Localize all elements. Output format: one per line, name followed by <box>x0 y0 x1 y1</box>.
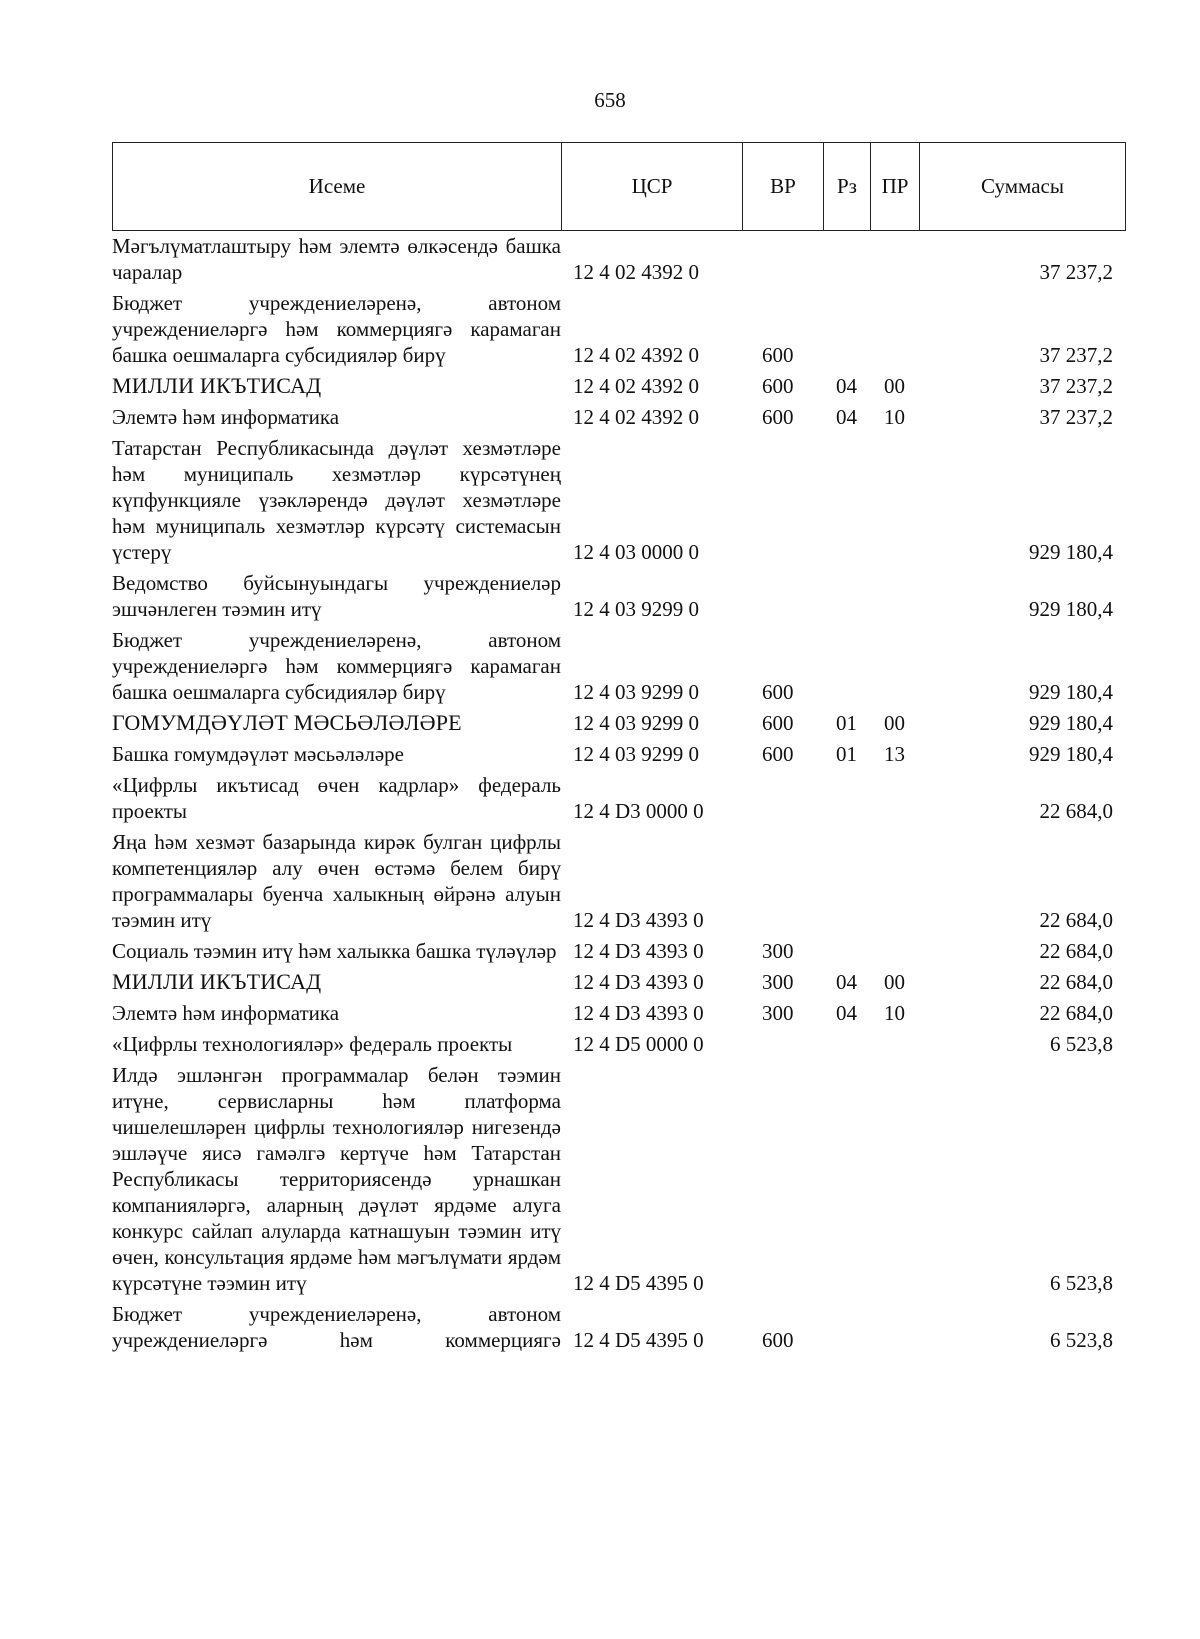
row-csr: 12 4 D3 4393 0 <box>573 1001 704 1025</box>
row-sum: 37 237,2 <box>1039 405 1113 429</box>
row-csr: 12 4 03 0000 0 <box>573 540 699 564</box>
table-row <box>112 435 1125 565</box>
header-name: Исеме <box>113 143 562 231</box>
table-row <box>112 741 1125 767</box>
row-csr: 12 4 02 4392 0 <box>573 260 699 284</box>
row-pr: 13 <box>884 742 905 766</box>
row-name: Татарстан Республикасында дәүләт хезмәтләре һәм муниципаль хезмәтләр күрсәтүнең күпфункцияле үзәкләрендә дәүләт хезмәтләре һәм муниципаль хезмәтләр күрсәтү системасын үстерү <box>112 436 561 564</box>
table-row <box>112 772 1125 824</box>
row-name: МИЛЛИ ИКЪТИСАД <box>112 969 322 994</box>
row-sum: 6 523,8 <box>1050 1032 1113 1056</box>
row-name: Ведомство буйсынуындагы учреждениеләр эшчәнлеген тәэмин итү <box>112 571 561 621</box>
row-vr: 300 <box>762 970 794 994</box>
header-sum: Суммасы <box>920 143 1126 231</box>
row-name: Мәгълүматлаштыру һәм элемтә өлкәсендә башка чаралар <box>112 234 561 284</box>
row-csr: 12 4 D5 4395 0 <box>573 1271 704 1295</box>
row-sum: 929 180,4 <box>1029 742 1113 766</box>
table-row <box>112 1031 1125 1057</box>
row-sum: 37 237,2 <box>1039 374 1113 398</box>
table-row <box>112 290 1125 368</box>
row-pr: 00 <box>884 970 905 994</box>
row-csr: 12 4 03 9299 0 <box>573 711 699 735</box>
row-name: Башка гомумдәүләт мәсьәләләре <box>112 742 404 766</box>
row-csr: 12 4 D5 4395 0 <box>573 1328 704 1352</box>
row-sum: 6 523,8 <box>1050 1271 1113 1295</box>
table-header <box>112 142 1126 231</box>
table-row <box>112 710 1125 736</box>
row-csr: 12 4 03 9299 0 <box>573 597 699 621</box>
row-sum: 929 180,4 <box>1029 711 1113 735</box>
row-vr: 600 <box>762 374 794 398</box>
row-name: «Цифрлы технологияләр» федераль проекты <box>112 1032 513 1056</box>
row-sum: 37 237,2 <box>1039 260 1113 284</box>
row-csr: 12 4 D3 4393 0 <box>573 970 704 994</box>
row-pr: 00 <box>884 374 905 398</box>
row-name: МИЛЛИ ИКЪТИСАД <box>112 373 322 398</box>
row-csr: 12 4 D3 4393 0 <box>573 908 704 932</box>
header-vr: ВР <box>743 143 824 231</box>
row-pr: 10 <box>884 1001 905 1025</box>
row-sum: 929 180,4 <box>1029 597 1113 621</box>
table-row <box>112 969 1125 995</box>
row-csr: 12 4 D3 4393 0 <box>573 939 704 963</box>
row-name: Элемтә һәм информатика <box>112 1001 340 1025</box>
row-vr: 300 <box>762 939 794 963</box>
row-csr: 12 4 02 4392 0 <box>573 343 699 367</box>
row-name: Социаль тәэмин итү һәм халыкка башка түләүләр <box>112 939 557 963</box>
table-body <box>112 233 1125 1358</box>
header-pr: ПР <box>871 143 920 231</box>
row-name: Бюджет учреждениеләренә, автоном учреждениеләргә һәм коммерциягә карамаган башка оешмаларга субсидияләр бирү <box>112 628 561 704</box>
row-name: Бюджет учреждениеләренә, автоном учреждениеләргә һәм коммерциягә <box>112 1302 561 1352</box>
row-csr: 12 4 02 4392 0 <box>573 374 699 398</box>
row-pr: 10 <box>884 405 905 429</box>
page-number: 658 <box>594 88 626 112</box>
row-sum: 22 684,0 <box>1039 908 1113 932</box>
table-row <box>112 627 1125 705</box>
table-row <box>112 404 1125 430</box>
table-row <box>112 1301 1125 1353</box>
row-name: «Цифрлы икътисад өчен кадрлар» федераль проекты <box>112 773 561 823</box>
table-row <box>112 373 1125 399</box>
header-csr: ЦСР <box>562 143 743 231</box>
row-csr: 12 4 02 4392 0 <box>573 405 699 429</box>
row-sum: 22 684,0 <box>1039 1001 1113 1025</box>
table-row <box>112 570 1125 622</box>
row-vr: 600 <box>762 742 794 766</box>
row-sum: 6 523,8 <box>1050 1328 1113 1352</box>
table-row <box>112 829 1125 933</box>
table-row <box>112 938 1125 964</box>
row-rz: 04 <box>836 1001 857 1025</box>
row-rz: 01 <box>836 711 857 735</box>
row-csr: 12 4 03 9299 0 <box>573 742 699 766</box>
row-rz: 01 <box>836 742 857 766</box>
row-vr: 600 <box>762 711 794 735</box>
row-sum: 22 684,0 <box>1039 799 1113 823</box>
row-csr: 12 4 03 9299 0 <box>573 680 699 704</box>
row-name: Яңа һәм хезмәт базарында кирәк булган цифрлы компетенцияләр алу өчен өстәмә белем бирү программалары буенча халыкның өйрәнә алуын тәэмин итү <box>112 830 561 932</box>
row-name: ГОМУМДӘҮЛӘТ МӘСЬӘЛӘЛӘРЕ <box>112 710 462 735</box>
header-rz: Рз <box>824 143 871 231</box>
row-sum: 929 180,4 <box>1029 540 1113 564</box>
row-vr: 600 <box>762 1328 794 1352</box>
row-vr: 600 <box>762 343 794 367</box>
table-row <box>112 1000 1125 1026</box>
row-sum: 37 237,2 <box>1039 343 1113 367</box>
row-sum: 22 684,0 <box>1039 939 1113 963</box>
row-csr: 12 4 D5 0000 0 <box>573 1032 704 1056</box>
row-sum: 929 180,4 <box>1029 680 1113 704</box>
row-vr: 600 <box>762 680 794 704</box>
row-rz: 04 <box>836 374 857 398</box>
row-name: Илдә эшләнгән программалар белән тәэмин итүне, сервисларны һәм платформа чишелешләрен цифрлы технологияләр нигезендә эшләүче яисә гамәлгә кертүче һәм Татарстан Республикасы территориясендә урнашкан компанияләргә, аларның дәүләт ярдәме алуга конкурс сайлап алуларда катнашуын тәэмин итү өчен, консультация ярдәме һәм мәгълүмати ярдәм күрсәтүне тәэмин итү <box>112 1063 561 1295</box>
row-vr: 300 <box>762 1001 794 1025</box>
row-rz: 04 <box>836 970 857 994</box>
row-name: Элемтә һәм информатика <box>112 405 340 429</box>
row-csr: 12 4 D3 0000 0 <box>573 799 704 823</box>
table-row <box>112 1062 1125 1296</box>
row-pr: 00 <box>884 711 905 735</box>
row-name: Бюджет учреждениеләренә, автоном учреждениеләргә һәм коммерциягә карамаган башка оешмаларга субсидияләр бирү <box>112 291 561 367</box>
row-sum: 22 684,0 <box>1039 970 1113 994</box>
row-vr: 600 <box>762 405 794 429</box>
table-row <box>112 233 1125 285</box>
row-rz: 04 <box>836 405 857 429</box>
